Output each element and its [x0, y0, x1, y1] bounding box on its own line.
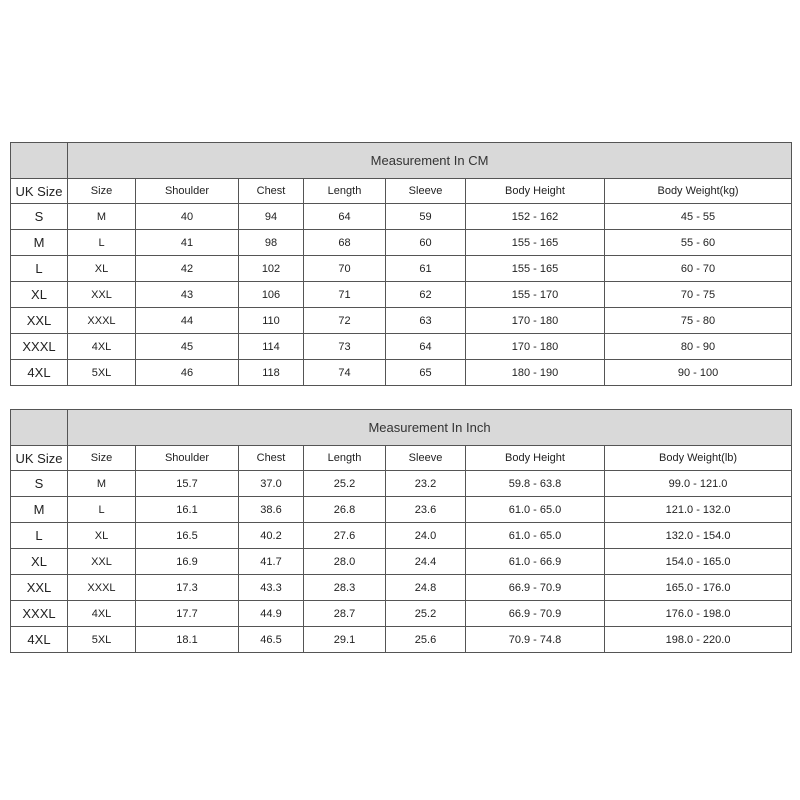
cell-body-weight: 90 - 100 [605, 360, 792, 386]
cell-chest: 44.9 [239, 601, 304, 627]
cell-sleeve: 62 [386, 282, 466, 308]
table-row [11, 230, 792, 256]
cell-sleeve: 24.0 [386, 523, 466, 549]
cell-length: 26.8 [304, 497, 386, 523]
cell-length: 71 [304, 282, 386, 308]
cell-body-height: 66.9 - 70.9 [466, 601, 605, 627]
cell-sleeve: 24.8 [386, 575, 466, 601]
cell-length: 28.0 [304, 549, 386, 575]
cell-uk-size: XXXL [11, 601, 68, 627]
cell-chest: 102 [239, 256, 304, 282]
cell-body-height: 155 - 165 [466, 230, 605, 256]
cell-body-weight: 80 - 90 [605, 334, 792, 360]
table-row [11, 471, 792, 497]
title-corner-cell [11, 143, 68, 179]
cell-sleeve: 23.2 [386, 471, 466, 497]
cell-chest: 114 [239, 334, 304, 360]
cell-sleeve: 23.6 [386, 497, 466, 523]
cell-body-height: 70.9 - 74.8 [466, 627, 605, 653]
header-body-height: Body Height [466, 446, 605, 471]
cell-size: 4XL [68, 334, 136, 360]
table-row [11, 549, 792, 575]
cell-uk-size: S [11, 471, 68, 497]
cell-size: 4XL [68, 601, 136, 627]
table-row [11, 627, 792, 653]
cell-body-weight: 99.0 - 121.0 [605, 471, 792, 497]
cell-sleeve: 63 [386, 308, 466, 334]
cell-body-height: 170 - 180 [466, 308, 605, 334]
cell-uk-size: XXXL [11, 334, 68, 360]
cell-shoulder: 16.1 [136, 497, 239, 523]
cell-body-weight: 75 - 80 [605, 308, 792, 334]
cell-length: 72 [304, 308, 386, 334]
cell-length: 27.6 [304, 523, 386, 549]
cell-chest: 43.3 [239, 575, 304, 601]
cell-sleeve: 65 [386, 360, 466, 386]
cell-shoulder: 42 [136, 256, 239, 282]
cell-uk-size: S [11, 204, 68, 230]
cell-size: 5XL [68, 360, 136, 386]
header-shoulder: Shoulder [136, 179, 239, 204]
cell-uk-size: L [11, 523, 68, 549]
size-table-inch [10, 409, 792, 653]
cell-body-weight: 70 - 75 [605, 282, 792, 308]
cell-length: 73 [304, 334, 386, 360]
cell-chest: 98 [239, 230, 304, 256]
cell-length: 29.1 [304, 627, 386, 653]
cell-chest: 40.2 [239, 523, 304, 549]
cell-length: 74 [304, 360, 386, 386]
cell-shoulder: 46 [136, 360, 239, 386]
header-uk-size: UK Size [11, 179, 68, 204]
table-body [11, 471, 792, 653]
cell-chest: 38.6 [239, 497, 304, 523]
cell-uk-size: XL [11, 282, 68, 308]
table-body [11, 204, 792, 386]
cell-uk-size: XXL [11, 575, 68, 601]
cell-length: 70 [304, 256, 386, 282]
cell-shoulder: 45 [136, 334, 239, 360]
cell-body-height: 61.0 - 65.0 [466, 497, 605, 523]
cell-body-weight: 198.0 - 220.0 [605, 627, 792, 653]
cell-body-weight: 45 - 55 [605, 204, 792, 230]
cell-chest: 46.5 [239, 627, 304, 653]
header-length: Length [304, 446, 386, 471]
table-row [11, 256, 792, 282]
header-body-weight: Body Weight(lb) [605, 446, 792, 471]
header-size: Size [68, 179, 136, 204]
cell-body-height: 180 - 190 [466, 360, 605, 386]
cell-body-weight: 132.0 - 154.0 [605, 523, 792, 549]
header-shoulder: Shoulder [136, 446, 239, 471]
cell-sleeve: 61 [386, 256, 466, 282]
cell-chest: 118 [239, 360, 304, 386]
cell-shoulder: 43 [136, 282, 239, 308]
cell-uk-size: XL [11, 549, 68, 575]
header-size: Size [68, 446, 136, 471]
title-row [11, 143, 792, 179]
size-table-cm [10, 142, 792, 386]
cell-body-height: 61.0 - 66.9 [466, 549, 605, 575]
title-row [11, 410, 792, 446]
cell-sleeve: 25.2 [386, 601, 466, 627]
cell-size: XL [68, 523, 136, 549]
cell-uk-size: M [11, 230, 68, 256]
table-row [11, 204, 792, 230]
table-title: Measurement In CM [68, 143, 792, 179]
cell-size: XXL [68, 282, 136, 308]
cell-body-weight: 165.0 - 176.0 [605, 575, 792, 601]
cell-uk-size: 4XL [11, 360, 68, 386]
cell-sleeve: 59 [386, 204, 466, 230]
cell-uk-size: M [11, 497, 68, 523]
cell-size: 5XL [68, 627, 136, 653]
table-row [11, 308, 792, 334]
table-row [11, 282, 792, 308]
cell-body-weight: 60 - 70 [605, 256, 792, 282]
cell-body-height: 152 - 162 [466, 204, 605, 230]
table-row [11, 523, 792, 549]
header-row [11, 446, 792, 471]
cell-size: XL [68, 256, 136, 282]
cell-body-height: 59.8 - 63.8 [466, 471, 605, 497]
table-row [11, 334, 792, 360]
cell-shoulder: 17.7 [136, 601, 239, 627]
table-title: Measurement In Inch [68, 410, 792, 446]
cell-size: XXXL [68, 308, 136, 334]
cell-sleeve: 25.6 [386, 627, 466, 653]
table-row [11, 601, 792, 627]
cell-body-height: 170 - 180 [466, 334, 605, 360]
cell-shoulder: 17.3 [136, 575, 239, 601]
cell-size: XXL [68, 549, 136, 575]
header-body-height: Body Height [466, 179, 605, 204]
table-row [11, 575, 792, 601]
title-corner-cell [11, 410, 68, 446]
cell-body-weight: 176.0 - 198.0 [605, 601, 792, 627]
cell-chest: 41.7 [239, 549, 304, 575]
cell-size: L [68, 230, 136, 256]
header-sleeve: Sleeve [386, 179, 466, 204]
table-row [11, 497, 792, 523]
header-length: Length [304, 179, 386, 204]
cell-chest: 110 [239, 308, 304, 334]
header-chest: Chest [239, 446, 304, 471]
cell-body-weight: 55 - 60 [605, 230, 792, 256]
cell-size: L [68, 497, 136, 523]
header-uk-size: UK Size [11, 446, 68, 471]
cell-size: XXXL [68, 575, 136, 601]
cell-shoulder: 16.5 [136, 523, 239, 549]
header-sleeve: Sleeve [386, 446, 466, 471]
cell-length: 25.2 [304, 471, 386, 497]
cell-length: 64 [304, 204, 386, 230]
cell-uk-size: L [11, 256, 68, 282]
cell-length: 68 [304, 230, 386, 256]
cell-sleeve: 24.4 [386, 549, 466, 575]
cell-sleeve: 60 [386, 230, 466, 256]
header-row [11, 179, 792, 204]
cell-chest: 37.0 [239, 471, 304, 497]
cell-uk-size: XXL [11, 308, 68, 334]
cell-shoulder: 15.7 [136, 471, 239, 497]
table-row [11, 360, 792, 386]
cell-body-weight: 154.0 - 165.0 [605, 549, 792, 575]
cell-shoulder: 18.1 [136, 627, 239, 653]
cell-body-height: 155 - 165 [466, 256, 605, 282]
cell-size: M [68, 204, 136, 230]
cell-body-height: 66.9 - 70.9 [466, 575, 605, 601]
header-body-weight: Body Weight(kg) [605, 179, 792, 204]
cell-size: M [68, 471, 136, 497]
cell-chest: 94 [239, 204, 304, 230]
cell-body-weight: 121.0 - 132.0 [605, 497, 792, 523]
cell-length: 28.3 [304, 575, 386, 601]
cell-sleeve: 64 [386, 334, 466, 360]
cell-length: 28.7 [304, 601, 386, 627]
cell-shoulder: 44 [136, 308, 239, 334]
header-chest: Chest [239, 179, 304, 204]
cell-body-height: 61.0 - 65.0 [466, 523, 605, 549]
cell-uk-size: 4XL [11, 627, 68, 653]
cell-body-height: 155 - 170 [466, 282, 605, 308]
cell-shoulder: 41 [136, 230, 239, 256]
cell-shoulder: 16.9 [136, 549, 239, 575]
cell-shoulder: 40 [136, 204, 239, 230]
cell-chest: 106 [239, 282, 304, 308]
